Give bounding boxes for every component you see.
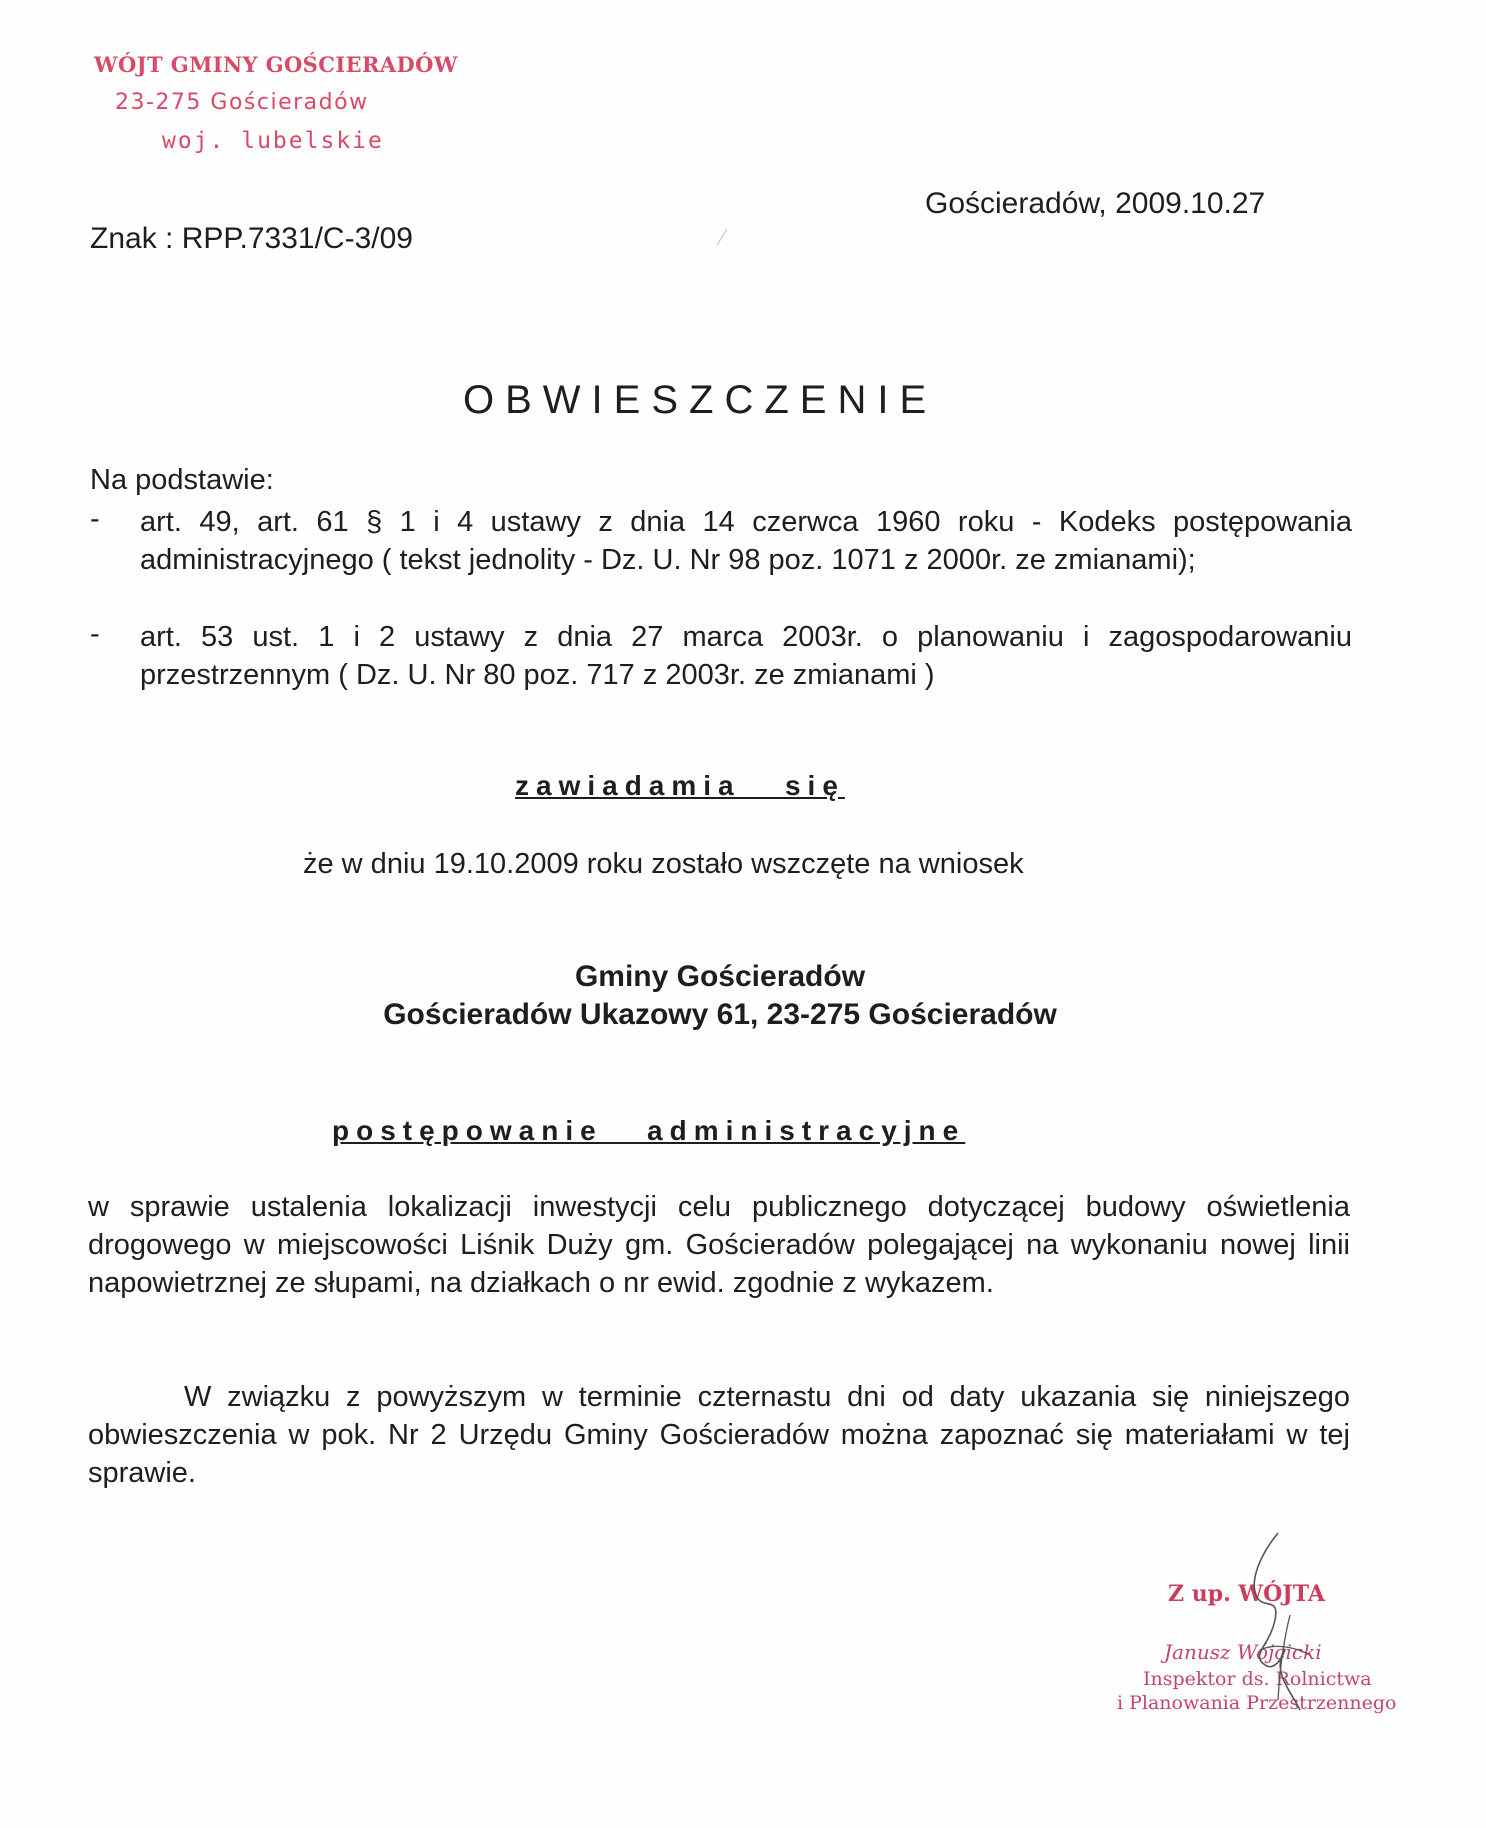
stray-mark [715,228,729,246]
notification-heading: zawiadamia się [515,770,845,801]
place-and-date: Gościeradów, 2009.10.27 [925,187,1266,220]
signatory-name: Janusz Wójcicki [1164,1640,1322,1664]
matter-paragraph: w sprawie ustalenia lokalizacji inwestycji celu publicznego dotyczącej budowy oświetlenia drogowego w miejscowości Liśnik Duży gm. Gościeradów polegającej na wykonaniu nowej linii napowietrznej ze słupami, na działkach o nr ewid. zgodnie z wykazem. [88,1191,1350,1299]
document-title: OBWIESZCZENIE [463,378,938,422]
office-stamp-line-1: WÓJT GMINY GOŚCIERADÓW [94,52,458,77]
office-stamp-line-2: 23-275 Gościeradów [115,90,369,115]
legal-basis-item: art. 49, art. 61 § 1 i 4 ustawy z dnia 14 czerwca 1960 roku - Kodeks postępowania administracyjnego ( tekst jednolity - Dz. U. Nr 98 poz. 1071 z 2000r. ze zmianami); [140,506,1352,576]
office-stamp-line-3: woj. lubelskie [162,128,384,154]
signature-stamp-heading: Z up. WÓJTA [1168,1581,1325,1607]
proceeding-heading: postępowanie administracyjne [332,1115,966,1146]
signatory-role-line-1: Inspektor ds. Rolnictwa [1143,1668,1372,1690]
legal-basis-item: art. 53 ust. 1 i 2 ustawy z dnia 27 marca 2003r. o planowaniu i zagospodarowaniu przestrzennym ( Dz. U. Nr 80 poz. 717 z 2003r. ze zmianami ) [140,621,1352,691]
applicant-name: Gminy Gościeradów [574,960,866,993]
legal-basis-intro: Na podstawie: [90,464,274,496]
list-dash: - [90,618,100,650]
applicant-address: Gościeradów Ukazowy 61, 23-275 Gościeradów [383,998,1057,1031]
handwritten-signature [1220,1525,1330,1715]
reference-number: Znak : RPP.7331/C-3/09 [90,222,413,255]
initiation-statement: że w dniu 19.10.2009 roku zostało wszczęte na wniosek [303,848,1024,880]
list-dash: - [90,503,100,535]
consultation-paragraph: W związku z powyższym w terminie czternastu dni od daty ukazania się niniejszego obwieszczenia w pok. Nr 2 Urzędu Gminy Gościeradów można zapoznać się materiałami w tej sprawie. [88,1381,1350,1489]
signatory-role-line-2: i Planowania Przestrzennego [1117,1692,1397,1714]
